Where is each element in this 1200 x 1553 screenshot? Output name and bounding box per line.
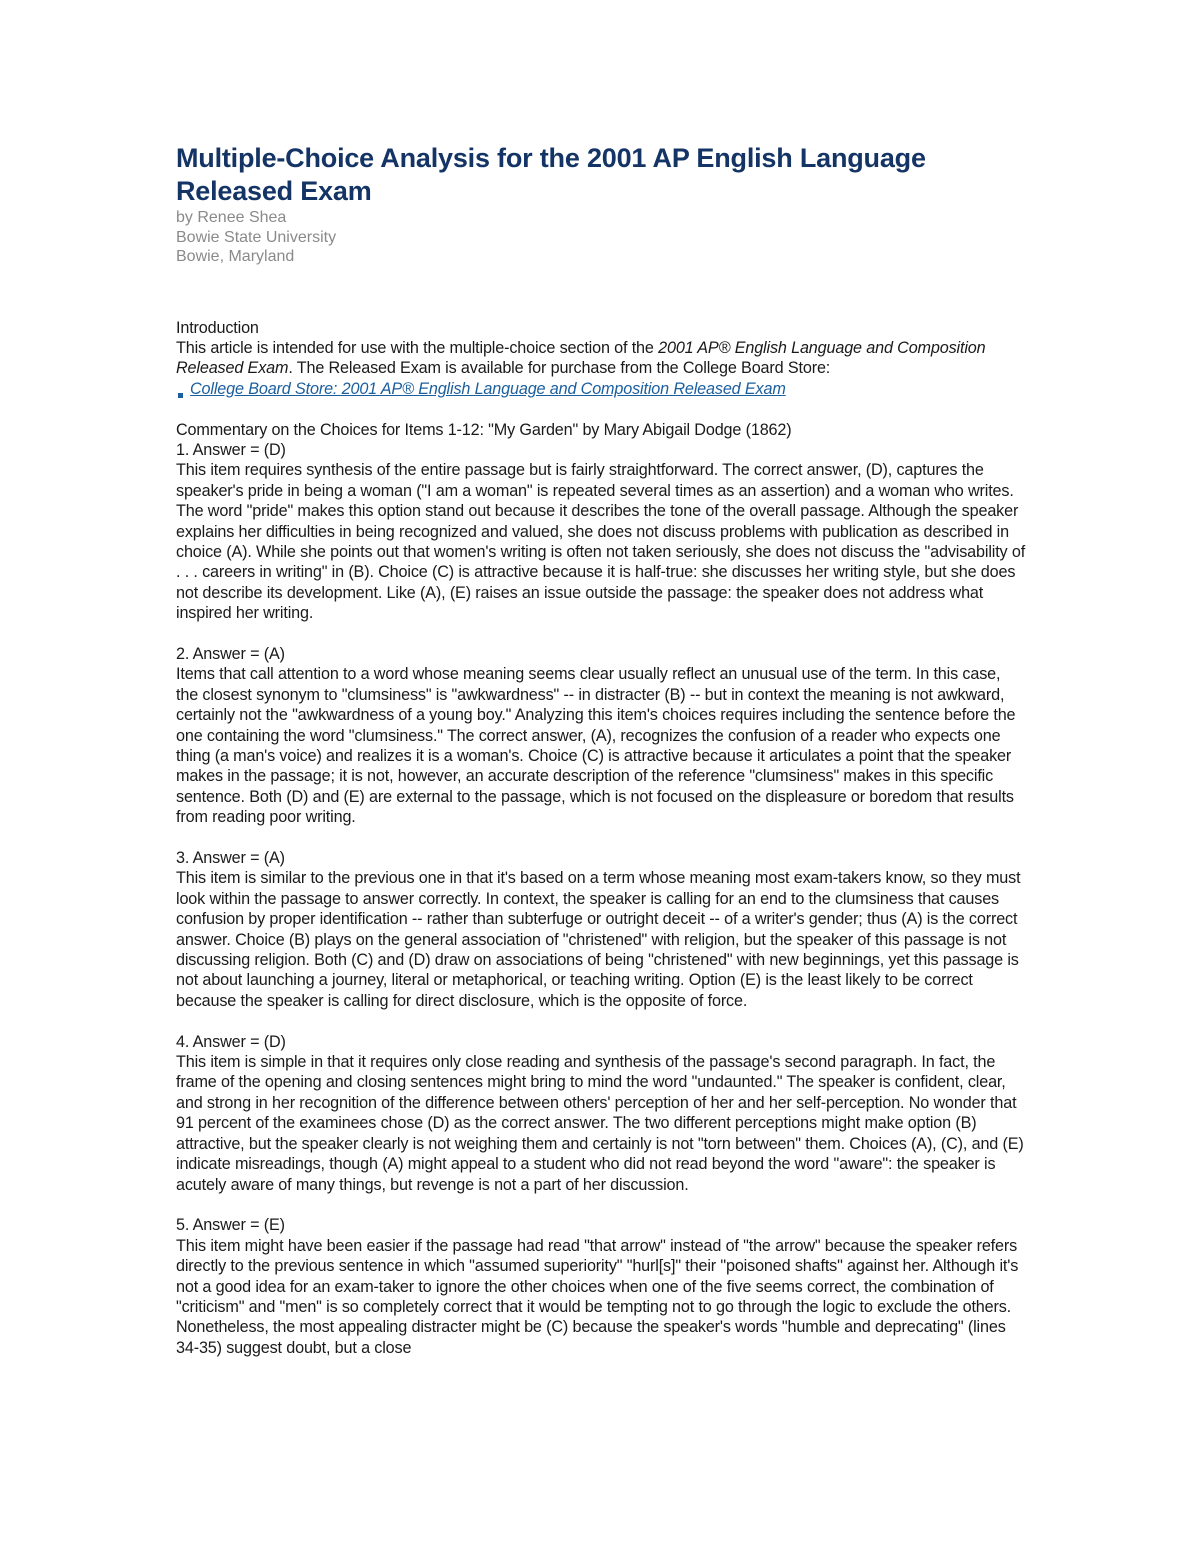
- answer-explanation: This item might have been easier if the passage had read "that arrow" instead of "the arrow" because the speaker refers directly to the previous sentence in which "assumed superiority" "hurl[s]" their "poisoned shafts" against her. Although it's not a good idea for an exam-taker to ignore the other choices when one of the five seems correct, the combination of "criticism" and "men" is so completely correct that it would be tempting not to go through the logic to exclude the others. Nonetheless, the most appealing distracter might be (C) because the speaker's words "humble and deprecating" (lines 34-35) suggest doubt, but a close: [176, 1236, 1019, 1357]
- answer-item: [176, 440, 1026, 624]
- answer-label: 1. Answer = (D): [176, 440, 286, 459]
- institution: Bowie State University: [176, 228, 337, 246]
- commentary-heading: Commentary on the Choices for Items 1-12: "My Garden" by Mary Abigail Dodge (1862): [176, 420, 792, 439]
- author: by Renee Shea: [176, 209, 287, 226]
- title-line-1: Multiple-Choice Analysis for the 2001 AP English Language: [176, 143, 926, 173]
- commentary-section: [176, 420, 1026, 1359]
- answer-explanation: Items that call attention to a word whose meaning seems clear usually reflect an unusual use of the term. In this case, the closest synonym to "clumsiness" is "awkwardness" -- in distracter (B) -- but in context the meaning is not awkward, certainly not the "awkwardness of a young boy." Analyzing this item's choices requires including the sentence before the one containing the word "clumsiness." The correct answer, (A), recognizes the confusion of a reader who expects one thing (a man's voice) and realizes it is a woman's. Choice (C) is attractive because it articulates a point that the speaker makes in the passage; it is not, however, an accurate description of the reference "clumsiness" makes in this specific sentence. Both (D) and (E) are external to the passage, which is not focused on the displeasure or boredom that results from reading poor writing.: [176, 665, 1016, 827]
- answer-item: [176, 644, 1026, 828]
- title-line-2: Released Exam: [176, 176, 372, 206]
- location: Bowie, Maryland: [176, 248, 295, 265]
- college-board-store-link[interactable]: College Board Store: 2001 AP® English Language and Composition Released Exam: [190, 379, 786, 398]
- intro-paragraph: [176, 338, 1026, 379]
- answer-explanation: This item is simple in that it requires only close reading and synthesis of the passage's second paragraph. In fact, the frame of the opening and closing sentences might bring to mind the word "undaunted." The speaker is confident, clear, and strong in her recognition of the difference between others' perception of her and her self-perception. No wonder that 91 percent of the examinees chose (D) as the correct answer. The two different perceptions might make option (B) attractive, but the speaker clearly is not weighing them and certainly is not "torn between" them. Choices (A), (C), and (E) indicate misreadings, though (A) might appeal to a student who did not read beyond the word "aware": the speaker is acutely aware of many things, but revenge is not a part of her discussion.: [176, 1053, 1024, 1194]
- answer-explanation: This item requires synthesis of the entire passage but is fairly straightforward. The correct answer, (D), captures the speaker's pride in being a woman ("I am a woman" is repeated several times as an assertion) and a woman who writes. The word "pride" makes this option stand out because it describes the tone of the overall passage. Although the speaker explains her difficulties in being recognized and valued, she does not discuss problems with publication as described in choice (A). While she points out that women's writing is often not taken seriously, she does not discuss the "advisability of . . . careers in writing" in (B). Choice (C) is attractive because it is half-true: she discusses her writing style, but she does not describe its development. Like (A), (E) raises an issue outside the passage: the speaker does not address what inspired her writing.: [176, 461, 1026, 623]
- answer-item: [176, 1215, 1026, 1358]
- intro-section: [176, 318, 1026, 400]
- intro-exam-title: 2001 AP® English Language and Composition Released Exam: [176, 338, 986, 378]
- intro-text-before: This article is intended for use with the multiple-choice section of the: [176, 338, 659, 357]
- answer-label: 2. Answer = (A): [176, 644, 285, 663]
- intro-text-after: . The Released Exam is available for purchase from the College Board Store:: [288, 359, 831, 378]
- page-title: [176, 142, 1026, 208]
- answer-item: [176, 848, 1026, 1011]
- answer-label: 3. Answer = (A): [176, 849, 285, 868]
- answer-label: 4. Answer = (D): [176, 1032, 286, 1051]
- store-link-item: [176, 379, 1026, 399]
- bullet-icon: [178, 393, 183, 398]
- byline: [176, 208, 1026, 267]
- answer-label: 5. Answer = (E): [176, 1216, 285, 1235]
- answer-explanation: This item is similar to the previous one in that it's based on a term whose meaning most exam-takers know, so they must look within the passage to answer correctly. In context, the speaker is calling for an end to the clumsiness that causes confusion by proper identification -- rather than subterfuge or outright deceit -- of a writer's gender; thus (A) is the correct answer. Choice (B) plays on the general association of "christened" with religion, but the speaker of this passage is not discussing religion. Both (C) and (D) draw on associations of being "christened" with new beginnings, yet this passage is not about launching a journey, literal or metaphorical, or teaching writing. Option (E) is the least likely to be correct because the speaker is calling for direct disclosure, which is the opposite of force.: [176, 869, 1021, 1010]
- intro-heading: Introduction: [176, 318, 259, 337]
- document-page: [176, 142, 1026, 1358]
- answer-item: [176, 1032, 1026, 1195]
